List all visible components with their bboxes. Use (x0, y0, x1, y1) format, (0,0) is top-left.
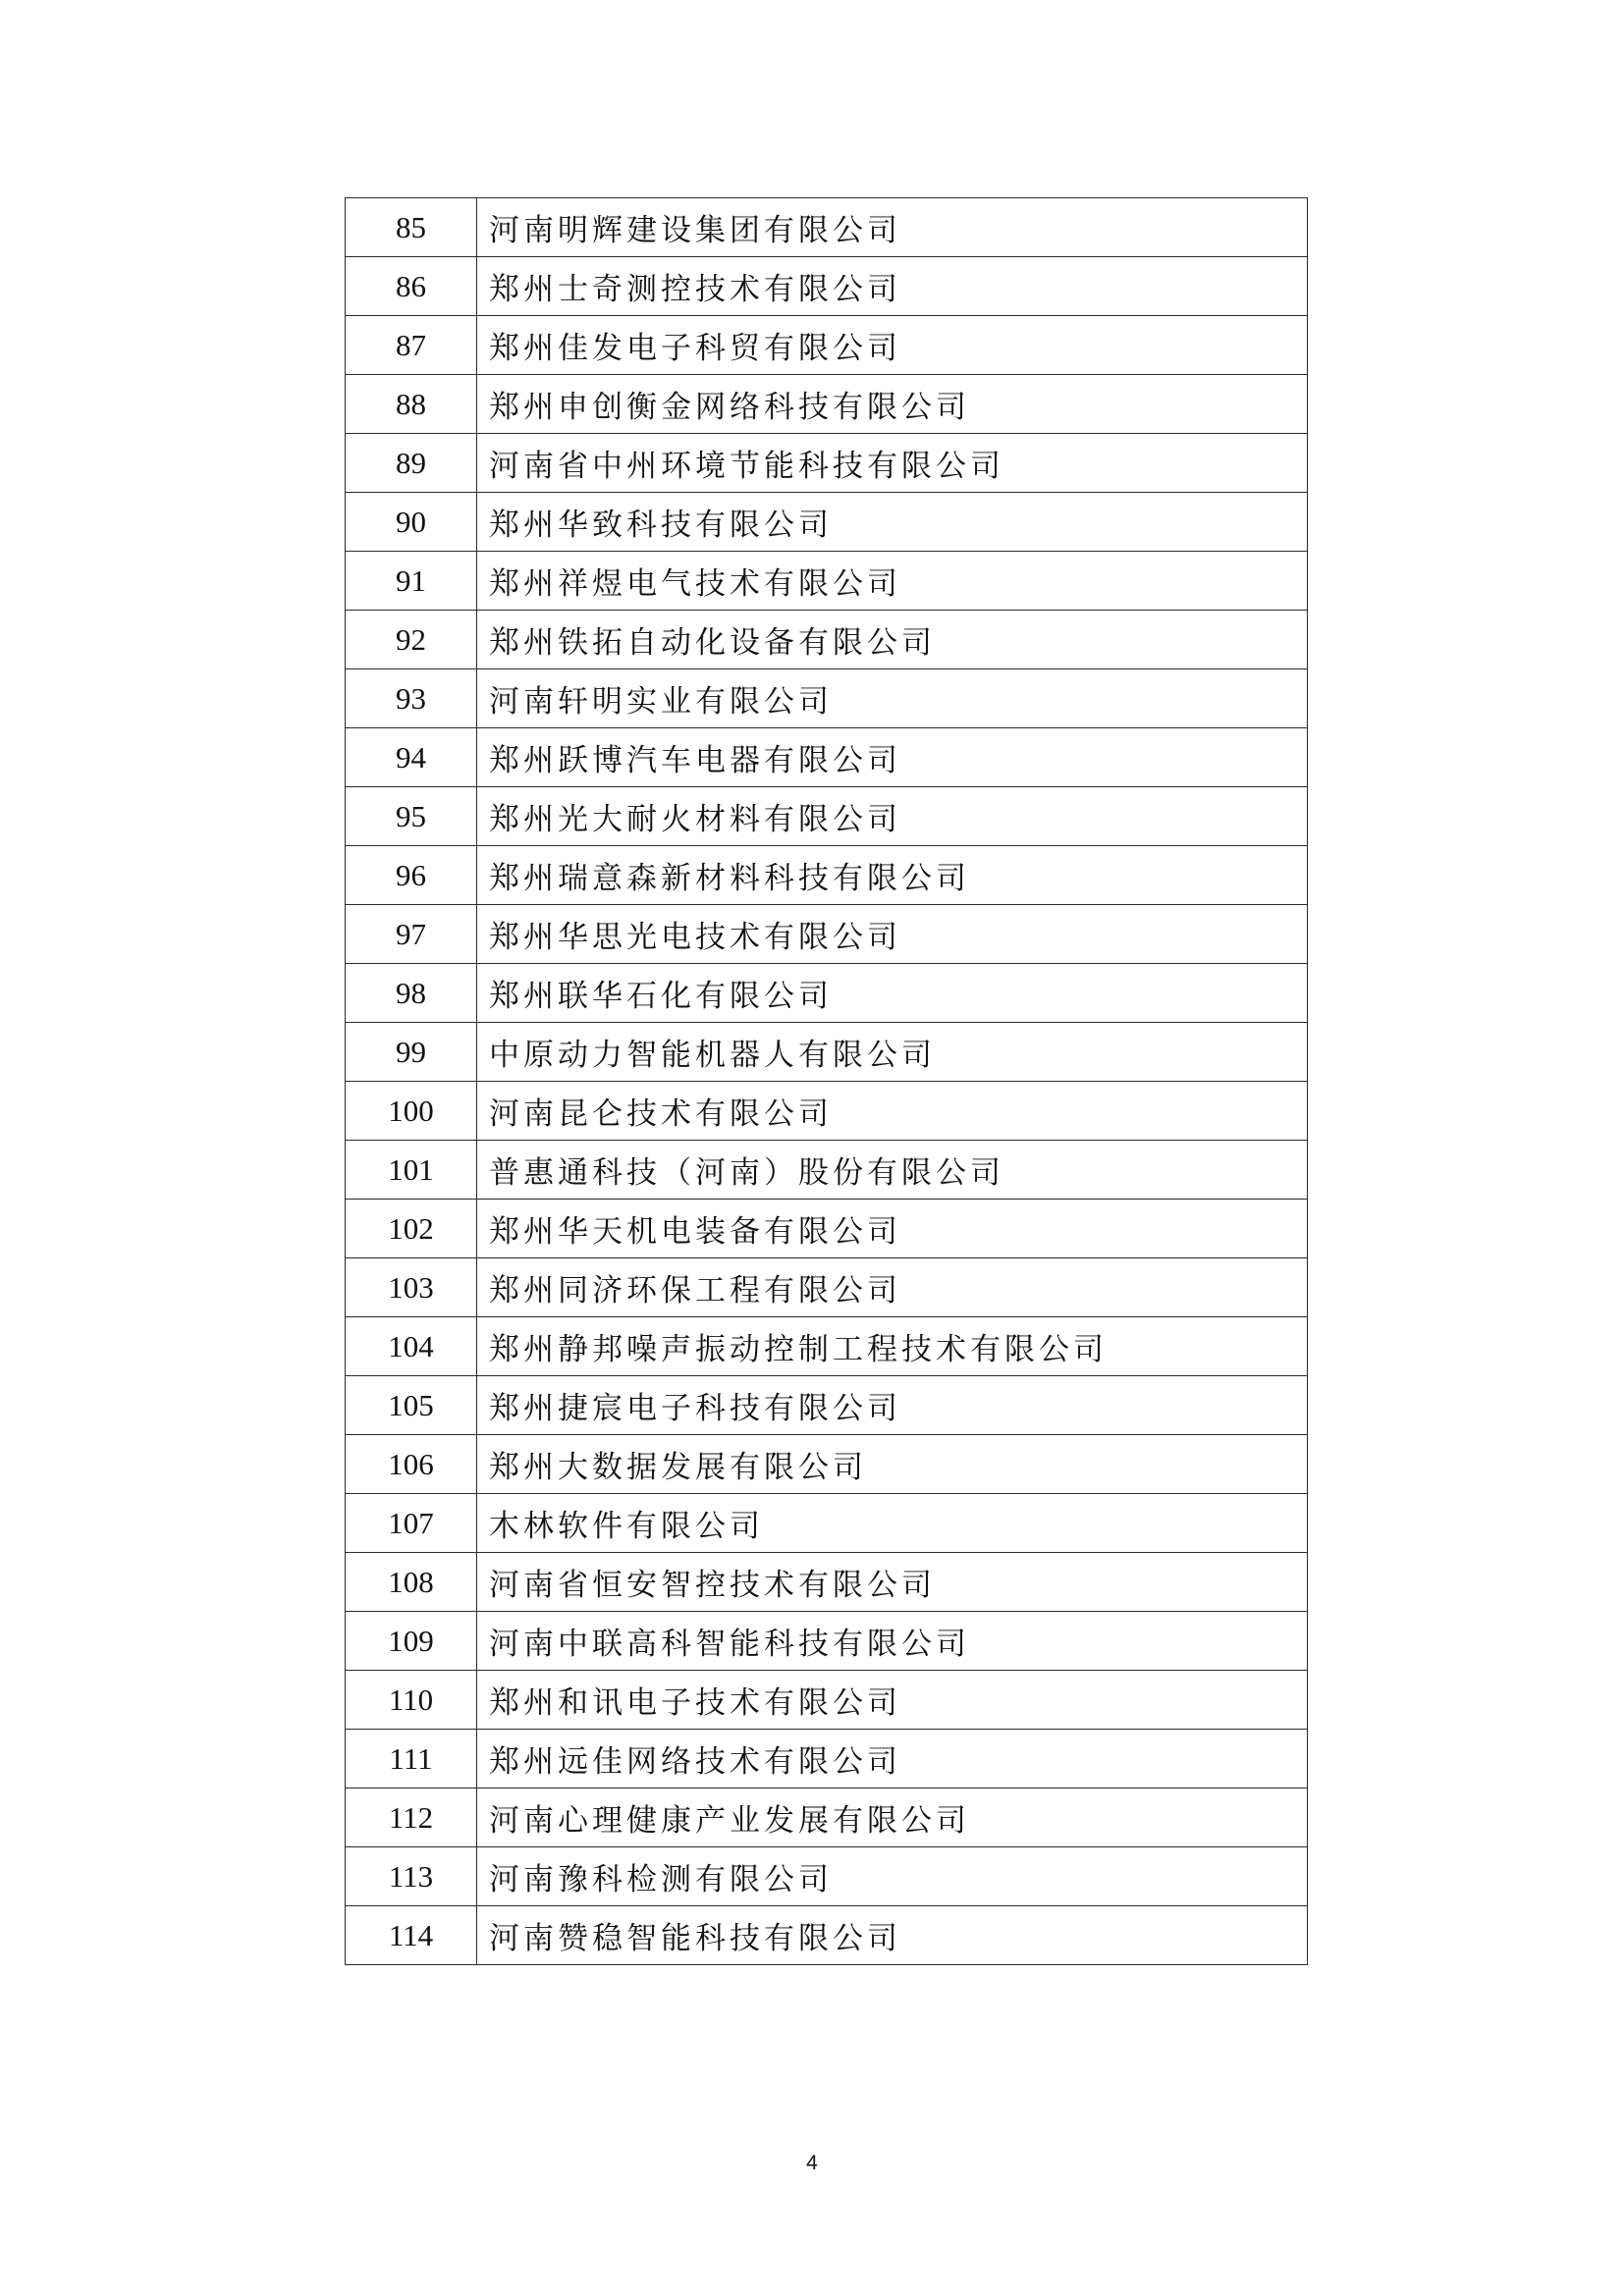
row-number: 98 (346, 964, 477, 1023)
row-number: 108 (346, 1553, 477, 1612)
table-row (346, 905, 1308, 964)
row-number: 99 (346, 1023, 477, 1082)
row-number: 86 (346, 257, 477, 316)
table-row (346, 1612, 1308, 1671)
company-name: 木林软件有限公司 (477, 1494, 1308, 1553)
table-row (346, 1730, 1308, 1789)
row-number: 104 (346, 1317, 477, 1376)
row-number: 111 (346, 1730, 477, 1789)
company-name: 郑州铁拓自动化设备有限公司 (477, 611, 1308, 669)
table-row (346, 1023, 1308, 1082)
table-row (346, 316, 1308, 375)
company-name: 河南心理健康产业发展有限公司 (477, 1789, 1308, 1847)
row-number: 94 (346, 728, 477, 787)
table-row (346, 1494, 1308, 1553)
company-name: 郑州同济环保工程有限公司 (477, 1258, 1308, 1317)
company-name: 中原动力智能机器人有限公司 (477, 1023, 1308, 1082)
row-number: 102 (346, 1200, 477, 1258)
company-name: 郑州远佳网络技术有限公司 (477, 1730, 1308, 1789)
row-number: 96 (346, 846, 477, 905)
row-number: 112 (346, 1789, 477, 1847)
company-name: 河南轩明实业有限公司 (477, 669, 1308, 728)
row-number: 100 (346, 1082, 477, 1141)
page-number: 4 (806, 2152, 818, 2174)
table-row (346, 1258, 1308, 1317)
company-name: 郑州华致科技有限公司 (477, 493, 1308, 552)
table-row (346, 669, 1308, 728)
table-row (346, 375, 1308, 434)
table-row (346, 964, 1308, 1023)
company-name: 河南赞稳智能科技有限公司 (477, 1906, 1308, 1965)
table-row (346, 1141, 1308, 1200)
row-number: 92 (346, 611, 477, 669)
table-row (346, 552, 1308, 611)
row-number: 90 (346, 493, 477, 552)
company-name: 普惠通科技（河南）股份有限公司 (477, 1141, 1308, 1200)
row-number: 97 (346, 905, 477, 964)
table-row (346, 787, 1308, 846)
row-number: 87 (346, 316, 477, 375)
company-name: 郑州祥煜电气技术有限公司 (477, 552, 1308, 611)
table-row (346, 1376, 1308, 1435)
table-row (346, 493, 1308, 552)
company-name: 郑州联华石化有限公司 (477, 964, 1308, 1023)
row-number: 88 (346, 375, 477, 434)
row-number: 106 (346, 1435, 477, 1494)
company-name: 郑州佳发电子科贸有限公司 (477, 316, 1308, 375)
company-name: 河南明辉建设集团有限公司 (477, 198, 1308, 257)
company-name: 郑州华思光电技术有限公司 (477, 905, 1308, 964)
company-name: 郑州光大耐火材料有限公司 (477, 787, 1308, 846)
table-row (346, 611, 1308, 669)
company-name: 郑州大数据发展有限公司 (477, 1435, 1308, 1494)
company-list-table (345, 197, 1308, 1965)
company-name: 郑州申创衡金网络科技有限公司 (477, 375, 1308, 434)
company-name: 郑州跃博汽车电器有限公司 (477, 728, 1308, 787)
company-name: 河南中联高科智能科技有限公司 (477, 1612, 1308, 1671)
company-name: 河南昆仑技术有限公司 (477, 1082, 1308, 1141)
table-row (346, 1082, 1308, 1141)
company-name: 河南豫科检测有限公司 (477, 1847, 1308, 1906)
table-row (346, 1200, 1308, 1258)
company-name: 河南省中州环境节能科技有限公司 (477, 434, 1308, 493)
row-number: 114 (346, 1906, 477, 1965)
table-row (346, 1906, 1308, 1965)
table-row (346, 1847, 1308, 1906)
table-row (346, 1789, 1308, 1847)
row-number: 105 (346, 1376, 477, 1435)
table-row (346, 728, 1308, 787)
table-row (346, 1435, 1308, 1494)
row-number: 101 (346, 1141, 477, 1200)
table-row (346, 1553, 1308, 1612)
table-row (346, 1671, 1308, 1730)
company-name: 郑州捷宸电子科技有限公司 (477, 1376, 1308, 1435)
table-row (346, 846, 1308, 905)
company-name: 郑州静邦噪声振动控制工程技术有限公司 (477, 1317, 1308, 1376)
row-number: 109 (346, 1612, 477, 1671)
company-name: 郑州瑞意森新材料科技有限公司 (477, 846, 1308, 905)
table-row (346, 1317, 1308, 1376)
row-number: 93 (346, 669, 477, 728)
row-number: 103 (346, 1258, 477, 1317)
row-number: 107 (346, 1494, 477, 1553)
table-row (346, 198, 1308, 257)
row-number: 89 (346, 434, 477, 493)
row-number: 95 (346, 787, 477, 846)
company-name: 郑州和讯电子技术有限公司 (477, 1671, 1308, 1730)
row-number: 85 (346, 198, 477, 257)
row-number: 110 (346, 1671, 477, 1730)
row-number: 91 (346, 552, 477, 611)
company-list-body (346, 198, 1308, 1965)
table-row (346, 257, 1308, 316)
table-row (346, 434, 1308, 493)
row-number: 113 (346, 1847, 477, 1906)
company-name: 郑州士奇测控技术有限公司 (477, 257, 1308, 316)
company-name: 郑州华天机电装备有限公司 (477, 1200, 1308, 1258)
company-name: 河南省恒安智控技术有限公司 (477, 1553, 1308, 1612)
